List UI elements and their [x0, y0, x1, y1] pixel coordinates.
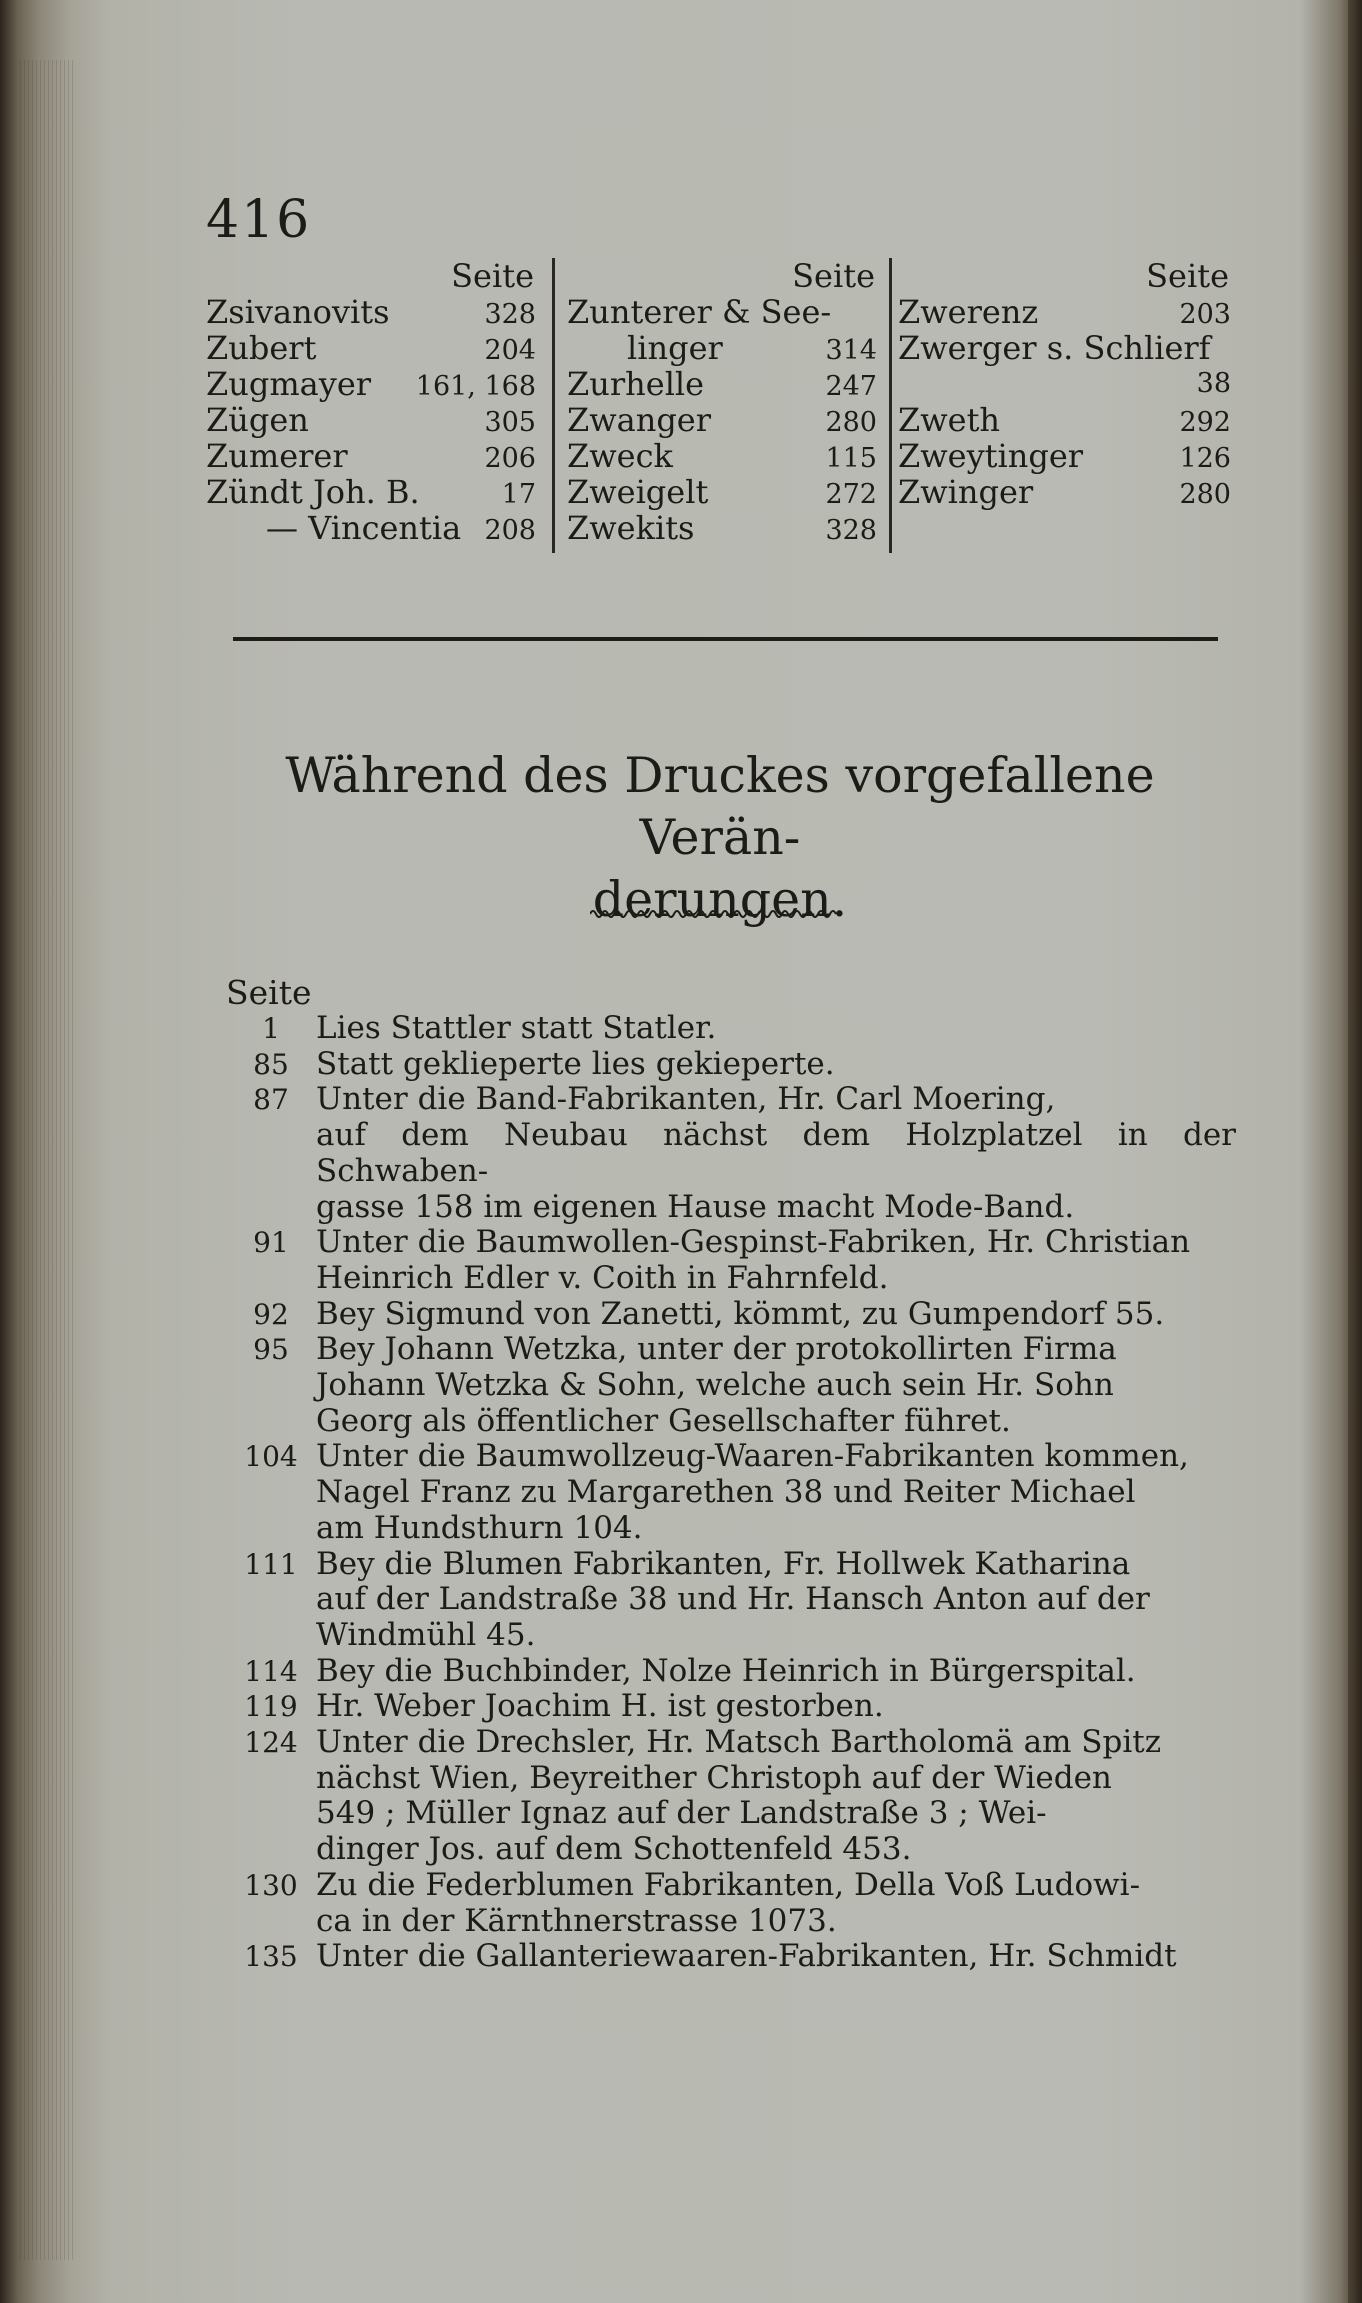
entry-name: Zurhelle	[567, 365, 705, 403]
change-page-number	[226, 1118, 316, 1189]
index-entry	[567, 402, 877, 438]
index-entry	[206, 402, 536, 438]
change-entry	[226, 1047, 1236, 1083]
change-text: Bey die Blumen Fabrikanten, Fr. Hollwek Katharina	[316, 1545, 1131, 1582]
change-text: Statt geklieperte lies gekieperte.	[316, 1045, 835, 1082]
index-entry	[206, 438, 536, 474]
change-text: Unter die Baumwollzeug-Waaren-Fabrikanten kommen,	[316, 1438, 1189, 1475]
index-column-3	[898, 258, 1231, 553]
change-entry	[226, 1939, 1236, 1975]
entry-name: Zwekits	[567, 509, 695, 547]
changes-list	[226, 975, 1236, 1975]
index-entry	[567, 474, 877, 510]
index-entry	[567, 294, 877, 330]
change-entry	[226, 1082, 1236, 1118]
change-text: 549 ; Müller Ignaz auf der Landstraße 3 ; Wei-	[316, 1795, 1047, 1832]
entry-name: Zwinger	[898, 473, 1034, 511]
change-page-number	[226, 1475, 316, 1511]
change-entry-continuation	[226, 1904, 1236, 1940]
entry-page: 292	[1179, 407, 1231, 438]
change-text: ca in der Kärnthnerstrasse 1073.	[316, 1902, 837, 1939]
entry-page: 203	[1179, 299, 1231, 330]
entry-page: 17	[501, 479, 536, 510]
change-text: dinger Jos. auf dem Schottenfeld 453.	[316, 1831, 912, 1868]
change-page-number	[226, 1796, 316, 1832]
change-entry	[226, 1297, 1236, 1333]
change-entry-continuation	[226, 1796, 1236, 1832]
change-text: Unter die Band-Fabrikanten, Hr. Carl Moering,	[316, 1081, 1056, 1118]
entry-name: Zugmayer	[206, 365, 372, 403]
change-text: Nagel Franz zu Margarethen 38 und Reiter Michael	[316, 1474, 1136, 1511]
change-entry-continuation	[226, 1832, 1236, 1868]
change-page-number	[226, 1832, 316, 1868]
change-text: auf dem Neubau nächst dem Holzplatzel in der Schwaben-	[316, 1117, 1236, 1189]
entry-name: Zwanger	[567, 401, 712, 439]
change-page-number: 91	[253, 1226, 289, 1260]
entry-name: — Vincentia	[266, 509, 462, 547]
entry-page: 204	[484, 335, 536, 366]
change-entry	[226, 1868, 1236, 1904]
change-page-number: 104	[244, 1440, 298, 1474]
change-page-number	[226, 1190, 316, 1226]
change-text: Hr. Weber Joachim H. ist gestorben.	[316, 1688, 884, 1725]
change-page-number: 1	[262, 1012, 280, 1045]
change-entry-continuation	[226, 1368, 1236, 1404]
changes-column-header: Seite	[226, 973, 312, 1012]
entry-name: Zunterer & See-	[567, 293, 832, 331]
change-entry	[226, 1011, 1236, 1047]
change-text: gasse 158 im eigenen Hause macht Mode-Band.	[316, 1188, 1075, 1225]
change-text: Bey Sigmund von Zanetti, kömmt, zu Gumpendorf 55.	[316, 1295, 1165, 1332]
change-text: am Hundsthurn 104.	[316, 1509, 643, 1546]
entry-name: linger	[627, 329, 723, 367]
entry-page: 305	[484, 407, 536, 438]
change-entry	[226, 1689, 1236, 1725]
change-text: Johann Wetzka & Sohn, welche auch sein Hr. Sohn	[316, 1367, 1114, 1404]
change-entry	[226, 1439, 1236, 1475]
change-text: Unter die Baumwollen-Gespinst-Fabriken, Hr. Christian	[316, 1224, 1191, 1261]
change-text: Heinrich Edler v. Coith in Fahrnfeld.	[316, 1259, 889, 1296]
section-heading	[240, 745, 1200, 931]
entry-page: 328	[484, 299, 536, 330]
index-entry	[567, 330, 877, 366]
entry-page: 272	[825, 479, 877, 510]
entry-name: Zweytinger	[898, 437, 1084, 475]
change-page-number: 135	[244, 1940, 298, 1974]
entry-name: Zwerenz	[898, 293, 1039, 331]
entry-page: 161, 168	[415, 371, 536, 402]
change-entry-continuation	[226, 1511, 1236, 1547]
column-header: Seite	[451, 257, 534, 295]
change-page-number: 92	[253, 1297, 289, 1331]
index-entry	[898, 330, 1231, 366]
change-page-number	[226, 1618, 316, 1654]
change-entry	[226, 1332, 1236, 1368]
change-entry	[226, 1547, 1236, 1583]
entry-page: 206	[484, 443, 536, 474]
change-page-number	[226, 1904, 316, 1940]
index-table	[206, 258, 1231, 558]
change-entry-continuation	[226, 1618, 1236, 1654]
entry-page: 247	[825, 371, 877, 402]
change-page-number: 114	[244, 1654, 298, 1688]
change-page-number: 124	[244, 1726, 298, 1760]
heading-line-1: Während des Druckes vorgefallene Verän-	[285, 747, 1155, 866]
change-entry-continuation	[226, 1190, 1236, 1226]
change-entry-continuation	[226, 1118, 1236, 1189]
entry-page: 314	[825, 335, 877, 366]
column-header: Seite	[792, 257, 875, 295]
change-page-number: 87	[253, 1083, 289, 1117]
entry-page: 280	[825, 407, 877, 438]
change-page-number	[226, 1404, 316, 1440]
changes-entries	[226, 1011, 1236, 1975]
change-page-number: 95	[253, 1333, 289, 1367]
change-page-number	[226, 1368, 316, 1404]
index-entry	[567, 510, 877, 546]
entry-page: 280	[1179, 479, 1231, 510]
index-entry	[206, 294, 536, 330]
change-text: Lies Stattler statt Statler.	[316, 1010, 717, 1046]
horizontal-rule	[233, 637, 1218, 641]
index-column-1	[206, 258, 536, 553]
entry-page: 38	[1196, 368, 1231, 399]
index-entry	[898, 402, 1231, 438]
change-text: Windmühl 45.	[316, 1616, 536, 1653]
change-text: Zu die Federblumen Fabrikanten, Della Voß Ludowi-	[316, 1866, 1141, 1903]
entry-name: Zügen	[206, 401, 309, 439]
index-entry	[206, 474, 536, 510]
index-entry-continuation	[898, 366, 1231, 402]
heading-line-2: derungen.	[592, 871, 848, 928]
change-text: Bey Johann Wetzka, unter der protokollirten Firma	[316, 1331, 1117, 1368]
change-text: Bey die Buchbinder, Nolze Heinrich in Bürgerspital.	[316, 1652, 1136, 1689]
change-entry	[226, 1654, 1236, 1690]
entry-name: Zündt Joh. B.	[206, 473, 420, 511]
entry-name: Zubert	[206, 329, 317, 367]
entry-name: Zweigelt	[567, 473, 709, 511]
entry-page: 328	[825, 515, 877, 546]
entry-name: Zsivanovits	[206, 293, 390, 331]
page-number: 416	[206, 190, 312, 250]
change-page-number	[226, 1761, 316, 1797]
change-page-number: 130	[244, 1868, 298, 1902]
change-entry	[226, 1225, 1236, 1261]
entry-name: Zweth	[898, 401, 1001, 439]
change-page-number: 111	[244, 1547, 298, 1581]
entry-page: 115	[825, 443, 877, 474]
index-entry	[898, 294, 1231, 330]
entry-name: Zumerer	[206, 437, 348, 475]
change-text: Unter die Drechsler, Hr. Matsch Bartholomä am Spitz	[316, 1724, 1162, 1761]
index-entry	[898, 474, 1231, 510]
change-page-number	[226, 1511, 316, 1547]
entry-name: Zweck	[567, 437, 673, 475]
change-entry-continuation	[226, 1582, 1236, 1618]
column-header: Seite	[1146, 257, 1229, 295]
change-entry	[226, 1725, 1236, 1761]
change-text: Unter die Gallanteriewaaren-Fabrikanten, Hr. Schmidt	[316, 1938, 1177, 1975]
entry-page: 208	[484, 515, 536, 546]
entry-page: 126	[1179, 443, 1231, 474]
index-entry	[206, 330, 536, 366]
index-entry	[206, 366, 536, 402]
entry-name: Zwerger s. Schlierf	[898, 329, 1211, 367]
change-entry-continuation	[226, 1475, 1236, 1511]
change-text: auf der Landstraße 38 und Hr. Hansch Anton auf der	[316, 1581, 1150, 1618]
change-page-number	[226, 1582, 316, 1618]
change-text: nächst Wien, Beyreither Christoph auf der Wieden	[316, 1759, 1112, 1796]
page-edges	[20, 60, 75, 2260]
change-entry-continuation	[226, 1404, 1236, 1440]
index-column-2	[552, 258, 892, 553]
wavy-ornament	[590, 908, 838, 920]
change-entry-continuation	[226, 1761, 1236, 1797]
change-entry-continuation	[226, 1261, 1236, 1297]
index-entry	[206, 510, 536, 546]
change-page-number	[226, 1261, 316, 1297]
index-entry	[567, 366, 877, 402]
change-text: Georg als öffentlicher Gesellschafter führet.	[316, 1402, 1011, 1439]
index-entry	[898, 438, 1231, 474]
facing-page-edge	[1348, 0, 1362, 2303]
index-entry	[567, 438, 877, 474]
change-page-number: 119	[244, 1690, 298, 1724]
change-page-number: 85	[253, 1047, 289, 1081]
